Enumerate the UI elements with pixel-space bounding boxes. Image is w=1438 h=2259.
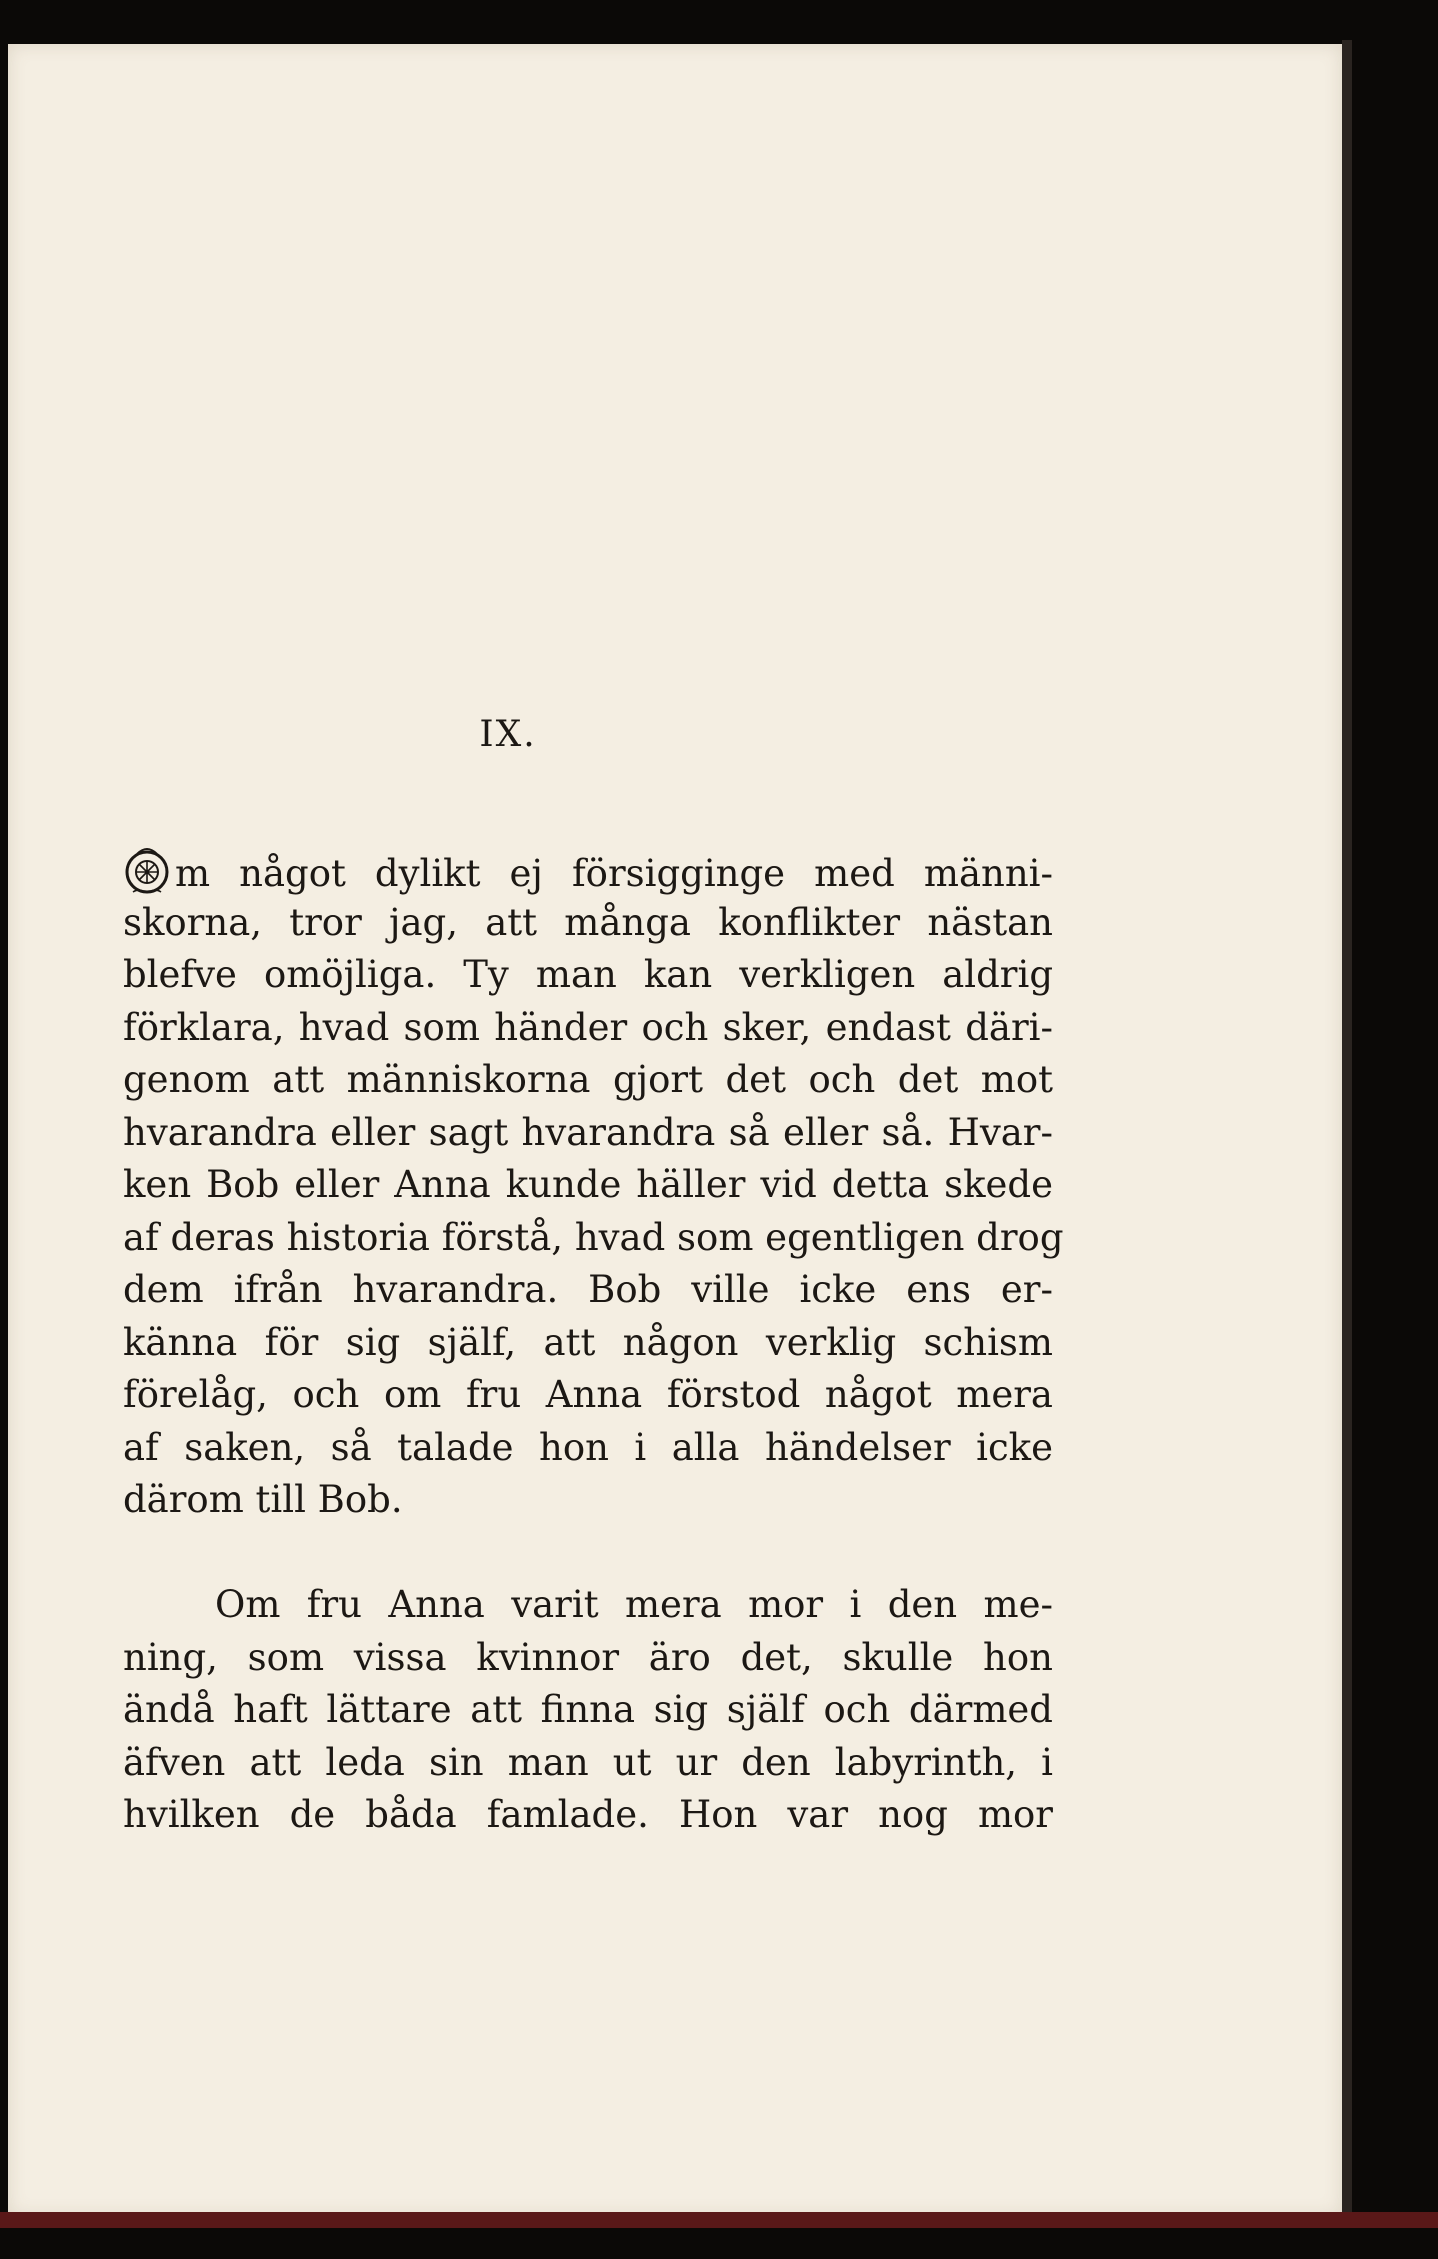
text-line: förelåg, och om fru Anna förstod något mera	[123, 1373, 1053, 1416]
text-line: dem ifrån hvarandra. Bob ville icke ens er-	[123, 1268, 1053, 1311]
text-line: genom att människorna gjort det och det mot	[123, 1058, 1053, 1101]
paragraph-1	[123, 844, 1064, 1527]
text-line: ning, som vissa kvinnor äro det, skulle hon	[123, 1635, 1053, 1679]
text-line: äfven att leda sin man ut ur den labyrinth, i	[123, 1740, 1053, 1784]
page-edge-shadow	[1342, 40, 1352, 2220]
text-line: skorna, tror jag, att många konflikter nästan	[123, 900, 1053, 944]
text-line: blefve omöjliga. Ty man kan verkligen aldrig	[123, 953, 1053, 996]
text-line: ändå haft lättare att finna sig själf och därmed	[123, 1688, 1053, 1731]
text-line: af saken, så talade hon i alla händelser icke	[123, 1425, 1053, 1469]
text-line: hvilken de båda famlade. Hon var nog mor	[123, 1793, 1053, 1836]
text-line: Om fru Anna varit mera mor i den me-	[215, 1583, 1053, 1626]
text-line: af deras historia förstå, hvad som egentligen drog	[123, 1215, 1064, 1259]
text-line: hvarandra eller sagt hvarandra så eller så. Hvar-	[123, 1110, 1053, 1154]
binding-band	[0, 2212, 1438, 2228]
text-line	[123, 844, 1053, 897]
text-line: känna för sig själf, att någon verklig schism	[123, 1320, 1053, 1364]
text-line: ken Bob eller Anna kunde häller vid detta skede	[123, 1163, 1053, 1206]
text-line-content: m något dylikt ej försigginge med männi-	[175, 852, 1053, 895]
chapter-heading: IX.	[479, 714, 537, 755]
book-page	[8, 44, 1342, 2216]
paragraph-2	[123, 1579, 1053, 1842]
decorative-initial-o-icon	[123, 844, 171, 896]
text-line: därom till Bob.	[123, 1478, 403, 1521]
text-line: förklara, hvad som händer och sker, endast däri-	[123, 1005, 1053, 1049]
